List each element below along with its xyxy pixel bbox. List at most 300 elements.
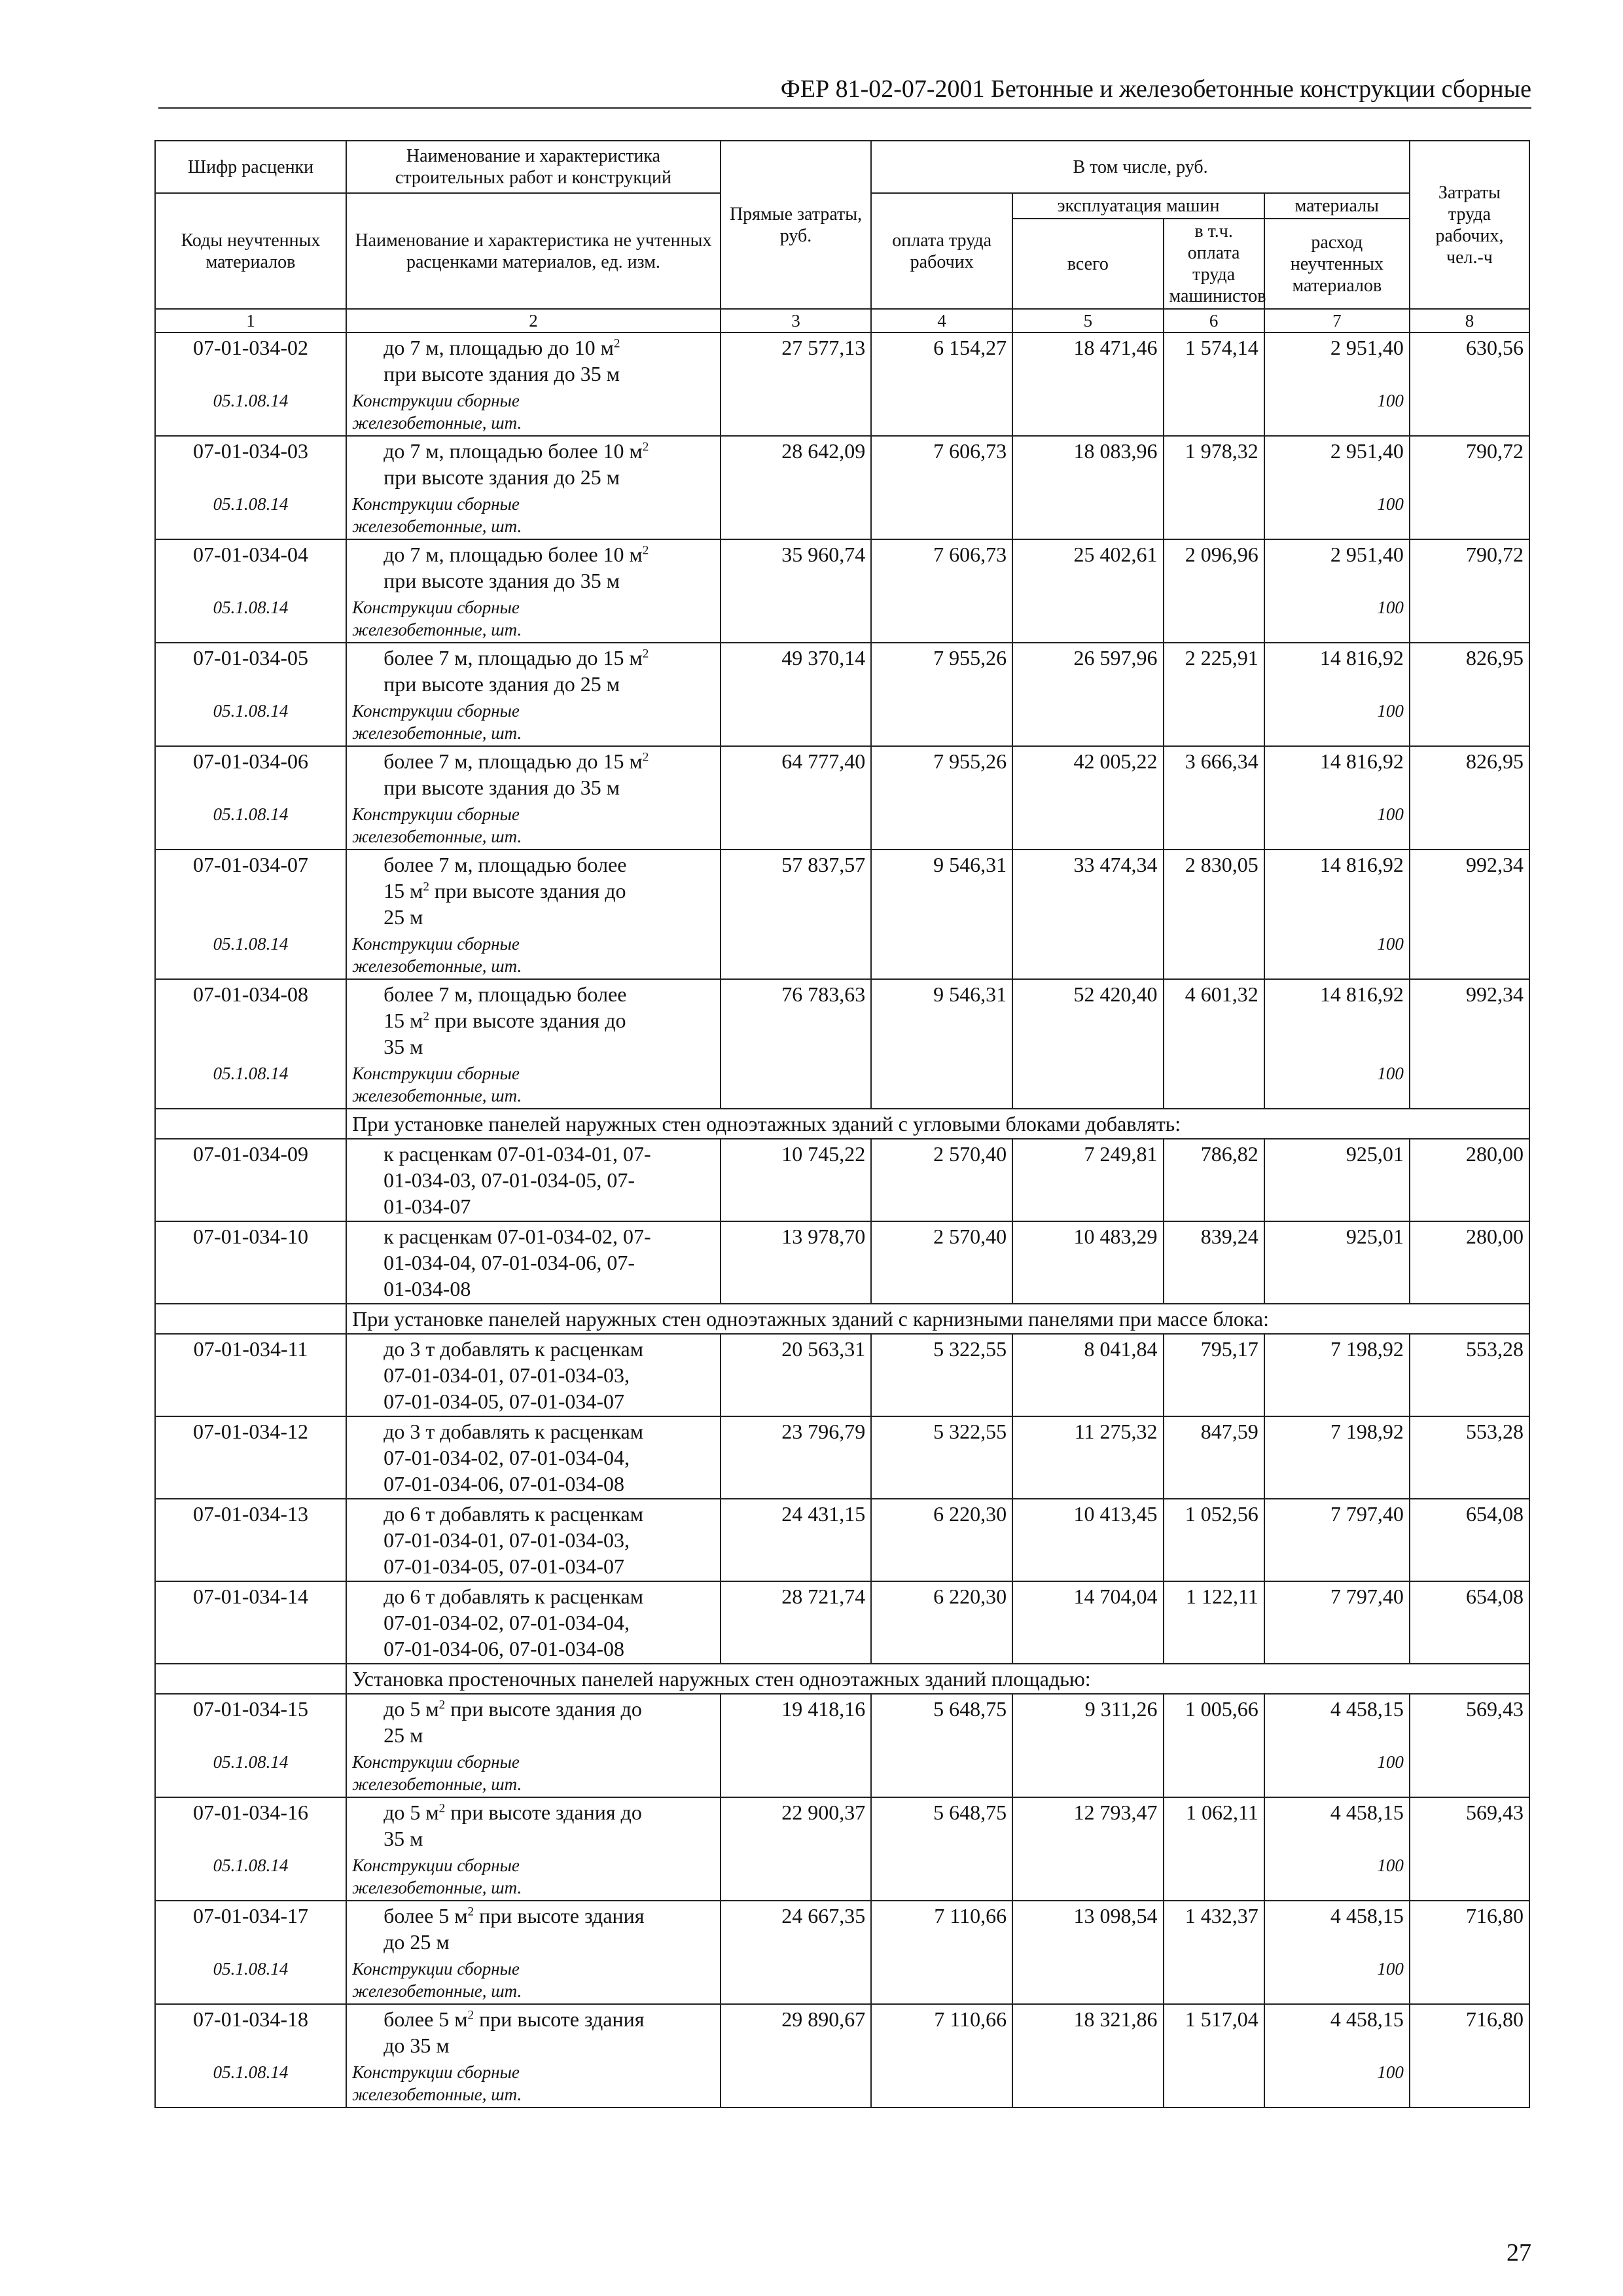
text: при высоте здания до [429,1009,626,1032]
text: при высоте здания [474,2007,645,2031]
text: до 7 м, площадью более 10 м [383,543,643,566]
machinists-pay: 795,17 [1164,1334,1264,1416]
machines-total: 52 420,40 [1012,979,1163,1061]
text: 07-01-034-01, 07-01-034-03, [383,1363,630,1387]
materials-cost: 14 816,92 [1264,979,1410,1061]
rate-code: 07-01-034-09 [155,1139,346,1221]
text: до 5 м [383,1697,439,1721]
column-index-row [155,309,1529,332]
rate-code: 07-01-034-05 [155,643,346,698]
text: к расценкам 07-01-034-01, 07- [383,1142,651,1166]
materials-cost: 4 458,15 [1264,1694,1410,1749]
col-index: 2 [346,309,721,332]
machinists-pay: 1 574,14 [1164,332,1264,388]
rate-description [346,1797,721,1853]
text: при высоте здания до 25 м [383,672,620,696]
machines-total: 42 005,22 [1012,746,1163,802]
table-row [155,2004,1529,2060]
materials-cost: 7 198,92 [1264,1416,1410,1499]
materials-cost: 2 951,40 [1264,332,1410,388]
col-index: 6 [1164,309,1264,332]
text: 01-034-08 [383,1277,471,1300]
labor-pay: 5 322,55 [871,1416,1012,1499]
text: до 5 м [383,1801,439,1824]
machinists-pay: 1 432,37 [1164,1901,1264,1956]
table-row [155,850,1529,931]
col-code-header: Шифр расценки [155,141,346,193]
rate-description [346,1581,721,1664]
col-name-header: Наименование и характеристика строительных работ и конструкций [346,141,721,193]
labor-hours: 790,72 [1410,436,1529,492]
rate-code: 07-01-034-03 [155,436,346,492]
text: до 35 м [383,2034,450,2057]
material-row [155,1956,1529,2004]
col-index: 1 [155,309,346,332]
superscript: 2 [423,1009,429,1024]
material-row [155,2060,1529,2108]
labor-hours: 280,00 [1410,1139,1529,1221]
material-name [346,1061,721,1109]
text: Конструкции сборные [352,804,520,824]
col-direct-header: Прямые затраты, руб. [721,141,871,309]
machinists-pay: 839,24 [1164,1221,1264,1304]
material-qty: 100 [1264,595,1410,643]
text: при высоте здания [474,1904,645,1928]
material-code: 05.1.08.14 [155,698,346,746]
material-code: 05.1.08.14 [155,1061,346,1109]
material-code: 05.1.08.14 [155,388,346,436]
text: 25 м [383,905,423,929]
material-qty: 100 [1264,802,1410,850]
text: 01-034-04, 07-01-034-06, 07- [383,1251,635,1274]
text: 07-01-034-01, 07-01-034-03, [383,1528,630,1552]
labor-pay: 6 220,30 [871,1499,1012,1581]
direct-cost: 49 370,14 [721,643,871,698]
material-qty: 100 [1264,1956,1410,2004]
machines-total: 14 704,04 [1012,1581,1163,1664]
page-number: 27 [1507,2239,1531,2267]
col-labor-cost-header: Затраты труда рабочих, чел.-ч [1410,141,1529,309]
superscript: 2 [467,2008,474,2022]
materials-cost: 2 951,40 [1264,539,1410,595]
machinists-pay: 2 225,91 [1164,643,1264,698]
labor-hours: 654,08 [1410,1499,1529,1581]
materials-cost: 7 797,40 [1264,1581,1410,1664]
text: 07-01-034-02, 07-01-034-04, [383,1446,630,1469]
text: 15 м [383,879,423,903]
labor-pay: 7 955,26 [871,643,1012,698]
material-row [155,492,1529,539]
direct-cost: 19 418,16 [721,1694,871,1749]
rate-description [346,643,721,698]
direct-cost: 23 796,79 [721,1416,871,1499]
labor-hours: 992,34 [1410,979,1529,1061]
text: Конструкции сборные [352,391,520,410]
material-row [155,1061,1529,1109]
col-labor-pay-header: оплата труда рабочих [871,193,1012,309]
labor-hours: 553,28 [1410,1416,1529,1499]
table-row [155,1334,1529,1416]
text: Конструкции сборные [352,1064,520,1083]
material-name [346,2060,721,2108]
material-row [155,1749,1529,1797]
labor-hours: 790,72 [1410,539,1529,595]
table-row [155,979,1529,1061]
machinists-pay: 786,82 [1164,1139,1264,1221]
direct-cost: 76 783,63 [721,979,871,1061]
col-including-header: В том числе, руб. [871,141,1410,193]
text: 15 м [383,1009,423,1032]
table-row [155,1139,1529,1221]
machinists-pay: 4 601,32 [1164,979,1264,1061]
text: Конструкции сборные [352,494,520,514]
section-heading-row [155,1304,1529,1334]
material-row [155,595,1529,643]
text: при высоте здания до [429,879,626,903]
machinists-pay: 3 666,34 [1164,746,1264,802]
material-qty: 100 [1264,2060,1410,2108]
text: 07-01-034-06, 07-01-034-08 [383,1637,624,1660]
labor-hours: 630,56 [1410,332,1529,388]
text: более 7 м, площадью до 15 м [383,749,643,773]
labor-pay: 7 606,73 [871,539,1012,595]
superscript: 2 [423,880,429,894]
machines-total: 11 275,32 [1012,1416,1163,1499]
machines-total: 25 402,61 [1012,539,1163,595]
table-row [155,1694,1529,1749]
machines-total: 18 083,96 [1012,436,1163,492]
labor-pay: 6 154,27 [871,332,1012,388]
text: более 7 м, площадью до 15 м [383,646,643,670]
col-index: 7 [1264,309,1410,332]
text: до 3 т добавлять к расценкам [383,1337,643,1361]
machines-total: 26 597,96 [1012,643,1163,698]
labor-pay: 7 110,66 [871,1901,1012,1956]
material-name [346,1853,721,1901]
labor-pay: 5 322,55 [871,1334,1012,1416]
labor-hours: 654,08 [1410,1581,1529,1664]
machines-total: 9 311,26 [1012,1694,1163,1749]
rates-table [154,140,1530,2108]
text: 07-01-034-05, 07-01-034-07 [383,1554,624,1578]
text: железобетонные, шт. [352,2085,522,2104]
material-code: 05.1.08.14 [155,1956,346,2004]
material-qty: 100 [1264,1749,1410,1797]
rate-description [346,1139,721,1221]
col-index: 8 [1410,309,1529,332]
labor-hours: 826,95 [1410,643,1529,698]
material-qty: 100 [1264,698,1410,746]
text: железобетонные, шт. [352,1774,522,1794]
rate-description [346,1416,721,1499]
superscript: 2 [438,1698,446,1712]
rate-code: 07-01-034-02 [155,332,346,388]
direct-cost: 20 563,31 [721,1334,871,1416]
section-heading: При установке панелей наружных стен одноэтажных зданий с угловыми блоками добавлять: [346,1109,1529,1139]
labor-pay: 5 648,75 [871,1694,1012,1749]
text: железобетонные, шт. [352,956,522,976]
text: 01-034-03, 07-01-034-05, 07- [383,1168,635,1192]
material-code: 05.1.08.14 [155,492,346,539]
materials-cost: 925,01 [1264,1221,1410,1304]
materials-cost: 14 816,92 [1264,643,1410,698]
material-qty: 100 [1264,1853,1410,1901]
superscript: 2 [642,440,649,454]
text: при высоте здания до 35 м [383,362,620,386]
table-row [155,1221,1529,1304]
machinists-pay: 1 122,11 [1164,1581,1264,1664]
text: более 5 м [383,1904,468,1928]
text: более 7 м, площадью более [383,853,627,876]
direct-cost: 13 978,70 [721,1221,871,1304]
text: Конструкции сборные [352,701,520,721]
labor-pay: 7 110,66 [871,2004,1012,2060]
superscript: 2 [438,1801,446,1816]
text: Конструкции сборные [352,934,520,954]
rate-code: 07-01-034-15 [155,1694,346,1749]
material-name [346,802,721,850]
table-header [155,141,1529,332]
machines-total: 10 483,29 [1012,1221,1163,1304]
text: 25 м [383,1723,423,1747]
rate-description [346,1901,721,1956]
labor-pay: 7 606,73 [871,436,1012,492]
text: до 6 т добавлять к расценкам [383,1585,643,1608]
col-machines-header: эксплуатация машин [1012,193,1264,219]
text: Конструкции сборные [352,2062,520,2082]
text: 35 м [383,1035,423,1058]
material-qty: 100 [1264,931,1410,979]
machinists-pay: 2 096,96 [1164,539,1264,595]
text: Конструкции сборные [352,598,520,617]
labor-pay: 7 955,26 [871,746,1012,802]
text: Конструкции сборные [352,1959,520,1979]
materials-cost: 7 797,40 [1264,1499,1410,1581]
direct-cost: 27 577,13 [721,332,871,388]
materials-cost: 4 458,15 [1264,2004,1410,2060]
text: железобетонные, шт. [352,1878,522,1897]
labor-hours: 569,43 [1410,1797,1529,1853]
text: железобетонные, шт. [352,413,522,433]
superscript: 2 [613,336,620,351]
direct-cost: 28 642,09 [721,436,871,492]
rate-description [346,539,721,595]
text: 07-01-034-06, 07-01-034-08 [383,1472,624,1496]
machines-total: 18 321,86 [1012,2004,1163,2060]
labor-pay: 2 570,40 [871,1221,1012,1304]
running-header: ФЕР 81-02-07-2001 Бетонные и железобетонные конструкции сборные [158,73,1531,109]
text: железобетонные, шт. [352,620,522,639]
text: 35 м [383,1827,423,1850]
rate-code: 07-01-034-17 [155,1901,346,1956]
table-row [155,1499,1529,1581]
table-row [155,1416,1529,1499]
machines-total: 7 249,81 [1012,1139,1163,1221]
labor-pay: 9 546,31 [871,850,1012,931]
rate-code: 07-01-034-07 [155,850,346,931]
direct-cost: 29 890,67 [721,2004,871,2060]
col-materials-consumption-header: расход неучтенных материалов [1264,219,1410,309]
machinists-pay: 1 005,66 [1164,1694,1264,1749]
labor-hours: 280,00 [1410,1221,1529,1304]
text: железобетонные, шт. [352,827,522,846]
text: 07-01-034-02, 07-01-034-04, [383,1611,630,1634]
machinists-pay: 1 517,04 [1164,2004,1264,2060]
section-heading-row [155,1664,1529,1694]
material-code: 05.1.08.14 [155,595,346,643]
text: железобетонные, шт. [352,1086,522,1105]
table-row [155,332,1529,388]
table-row [155,1797,1529,1853]
material-name [346,1956,721,2004]
material-qty: 100 [1264,1061,1410,1109]
col-materials-header: материалы [1264,193,1410,219]
direct-cost: 22 900,37 [721,1797,871,1853]
machinists-pay: 1 978,32 [1164,436,1264,492]
materials-cost: 4 458,15 [1264,1901,1410,1956]
machines-total: 33 474,34 [1012,850,1163,931]
labor-pay: 6 220,30 [871,1581,1012,1664]
machinists-pay: 1 052,56 [1164,1499,1264,1581]
col-unaccounted-name-header: Наименование и характеристика не учтенных расценками материалов, ед. изм. [346,193,721,309]
rate-code: 07-01-034-06 [155,746,346,802]
labor-pay: 5 648,75 [871,1797,1012,1853]
rate-code: 07-01-034-08 [155,979,346,1061]
text: 01-034-07 [383,1194,471,1218]
text: при высоте здания до 25 м [383,465,620,489]
direct-cost: 28 721,74 [721,1581,871,1664]
text: более 7 м, площадью более [383,982,627,1006]
text: железобетонные, шт. [352,516,522,536]
material-name [346,595,721,643]
labor-hours: 716,80 [1410,2004,1529,2060]
table-row [155,1581,1529,1664]
col-index: 5 [1012,309,1163,332]
rate-description [346,746,721,802]
material-name [346,698,721,746]
table-row [155,539,1529,595]
materials-cost: 14 816,92 [1264,850,1410,931]
direct-cost: 64 777,40 [721,746,871,802]
table-body [155,332,1529,2108]
machinists-pay: 1 062,11 [1164,1797,1264,1853]
rate-code: 07-01-034-10 [155,1221,346,1304]
table-row [155,643,1529,698]
section-heading: При установке панелей наружных стен одноэтажных зданий с карнизными панелями при массе блока: [346,1304,1529,1334]
table-row [155,1901,1529,1956]
text: до 6 т добавлять к расценкам [383,1502,643,1526]
section-heading-row [155,1109,1529,1139]
material-code: 05.1.08.14 [155,931,346,979]
text: до 7 м, площадью более 10 м [383,439,643,463]
rate-code: 07-01-034-13 [155,1499,346,1581]
labor-hours: 826,95 [1410,746,1529,802]
table-row [155,746,1529,802]
material-name [346,388,721,436]
text: до 3 т добавлять к расценкам [383,1420,643,1443]
machines-total: 18 471,46 [1012,332,1163,388]
material-code: 05.1.08.14 [155,1749,346,1797]
superscript: 2 [642,647,649,661]
text: 07-01-034-05, 07-01-034-07 [383,1390,624,1413]
labor-pay: 9 546,31 [871,979,1012,1061]
direct-cost: 24 431,15 [721,1499,871,1581]
rate-code: 07-01-034-12 [155,1416,346,1499]
rate-description [346,850,721,931]
rate-description [346,1221,721,1304]
rate-code: 07-01-034-11 [155,1334,346,1416]
text: до 25 м [383,1930,450,1954]
col-machines-total-header: всего [1012,219,1163,309]
col-unaccounted-codes-header: Коды неучтенных материалов [155,193,346,309]
machines-total: 8 041,84 [1012,1334,1163,1416]
direct-cost: 10 745,22 [721,1139,871,1221]
superscript: 2 [642,750,649,764]
rate-description [346,979,721,1061]
text: более 5 м [383,2007,468,2031]
materials-cost: 925,01 [1264,1139,1410,1221]
machines-total: 10 413,45 [1012,1499,1163,1581]
material-row [155,388,1529,436]
rate-code: 07-01-034-14 [155,1581,346,1664]
machinists-pay: 847,59 [1164,1416,1264,1499]
col-index: 3 [721,309,871,332]
rate-description [346,1499,721,1581]
text: Конструкции сборные [352,1856,520,1875]
text: при высоте здания до [445,1697,642,1721]
text: при высоте здания до 35 м [383,569,620,592]
rate-description [346,436,721,492]
direct-cost: 24 667,35 [721,1901,871,1956]
col-index: 4 [871,309,1012,332]
labor-pay: 2 570,40 [871,1139,1012,1221]
superscript: 2 [642,543,649,558]
material-row [155,1853,1529,1901]
materials-cost: 14 816,92 [1264,746,1410,802]
machines-total: 13 098,54 [1012,1901,1163,1956]
materials-cost: 2 951,40 [1264,436,1410,492]
material-code: 05.1.08.14 [155,1853,346,1901]
text: к расценкам 07-01-034-02, 07- [383,1225,651,1248]
text: железобетонные, шт. [352,1981,522,2001]
superscript: 2 [467,1905,474,1919]
text: при высоте здания до [445,1801,642,1824]
material-row [155,802,1529,850]
material-code: 05.1.08.14 [155,802,346,850]
material-name [346,492,721,539]
material-name [346,1749,721,1797]
materials-cost: 7 198,92 [1264,1334,1410,1416]
text: железобетонные, шт. [352,723,522,743]
rate-description [346,1334,721,1416]
labor-hours: 569,43 [1410,1694,1529,1749]
material-name [346,931,721,979]
rate-code: 07-01-034-04 [155,539,346,595]
rate-description [346,332,721,388]
material-code: 05.1.08.14 [155,2060,346,2108]
text: при высоте здания до 35 м [383,776,620,799]
section-heading: Установка простеночных панелей наружных стен одноэтажных зданий площадью: [346,1664,1529,1694]
direct-cost: 35 960,74 [721,539,871,595]
rate-code: 07-01-034-16 [155,1797,346,1853]
rate-description [346,1694,721,1749]
materials-cost: 4 458,15 [1264,1797,1410,1853]
material-qty: 100 [1264,388,1410,436]
direct-cost: 57 837,57 [721,850,871,931]
text: до 7 м, площадью до 10 м [383,336,614,359]
rate-code: 07-01-034-18 [155,2004,346,2060]
material-row [155,698,1529,746]
